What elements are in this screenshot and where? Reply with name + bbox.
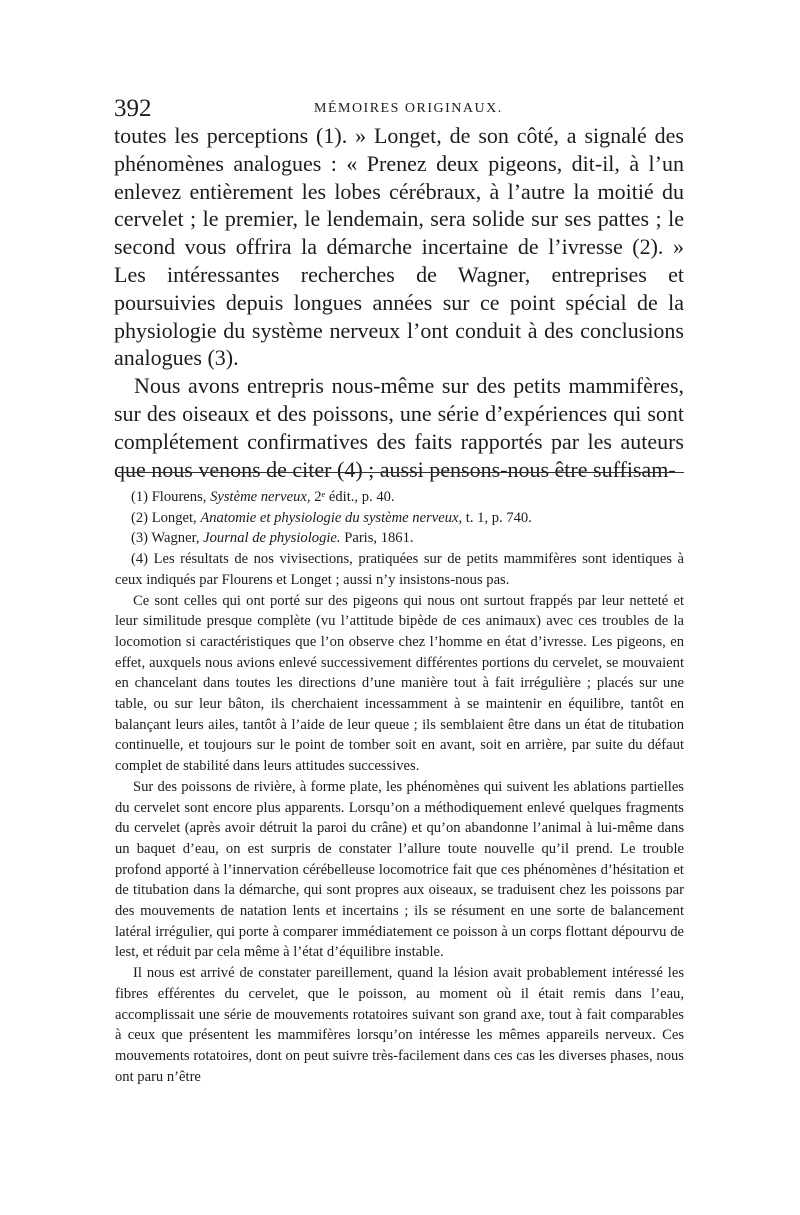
footnote-3-author: Wagner, (151, 530, 200, 547)
footnote-2-author: Longet, (151, 509, 197, 526)
footnote-4-paragraph-fish: Sur des poissons de rivière, à forme plate, les phénomènes qui suivent les ablations partielles du cervelet sont encore plus apparents. Lorsqu’on a méthodiquement enlevé quelques fragments du cervelet (après avoir détruit la paroi du crâne) et qu’on abandonne l’animal à lui-même dans un baquet d’eau, on est surpris de constater l’allure toute nouvelle qu’il prend. Le trouble profond apporté à l’innervation cérébelleuse locomotrice fait que ces phénomènes d’hésitation et de titubation dans la démarche, qui sont propres aux oiseaux, se traduisent chez les poissons par des mouvements de natation lents et incertains ; ils se résument en une sorte de balancement latéral irrégulier, qui porte à comparer immédiatement ce poisson à un corps flottant dépourvu de lest, et réduit par cela même à l’état d’équilibre instable. (115, 778, 684, 961)
footnote-4-paragraph-rotation: Il nous est arrivé de constater pareillement, quand la lésion avait probablement intéressé les fibres efférentes du cervelet, que le poisson, au moment où il était remis dans l’eau, accomplissait une série de mouvements rotatoires suivant son grand axe, tout à fait comparables à ceux que présentent les mammifères lorsqu’on intéresse les mêmes appareils nerveux. Ces mouvements rotatoires, dont on peut suivre très-facilement dans ces cas les diverses phases, nous ont paru n’être (115, 965, 684, 1085)
footnote-1-title: Système nerveux, (210, 489, 311, 505)
footnote-3-rest: Paris, 1861. (344, 530, 414, 547)
footnote-4-number: (4) (131, 551, 149, 568)
footnote-4-text: Les résultats de nos vivisections, pratiquées sur de petits mammifères sont identiques à ceux indiqués par Flourens et Longet ; aussi n’y insistons-nous pas. (115, 551, 684, 588)
footnote-1-rest: 2ᵉ édit., p. 40. (314, 489, 395, 505)
footnote-4 (115, 549, 684, 590)
footnote-2-title: Anatomie et physiologie du système nerveux, (200, 509, 463, 526)
footnote-2-rest: t. 1, p. 740. (465, 509, 532, 526)
main-text (114, 122, 684, 483)
footnote-3-number: (3) (131, 530, 149, 547)
running-title: MÉMOIRES ORIGINAUX. (314, 101, 503, 116)
footnote-separator (118, 472, 684, 473)
footnote-3 (115, 528, 684, 549)
footnote-1-author: Flourens, (151, 489, 207, 505)
body-paragraph-1: toutes les perceptions (1). » Longet, de son côté, a signalé des phénomènes analogues : « Prenez deux pigeons, dit-il, à l’un enlevez entièrement les lobes cérébraux, à l’autre la moitié du cervelet ; le premier, le lendemain, sera solide sur ses pattes ; le second vous offrira la démarche incertaine de l’ivresse (2). » Les intéressantes recherches de Wagner, entreprises et poursuivies depuis longues années sur ce point spécial de la physiologie du système nerveux l’ont conduit à des conclusions analogues (3). (114, 123, 684, 371)
footnote-3-title: Journal de physiologie. (203, 530, 341, 547)
page-number: 392 (114, 95, 152, 122)
footnote-1-number: (1) (131, 489, 149, 505)
footnote-2-number: (2) (131, 509, 149, 526)
footnotes (115, 487, 684, 1087)
footnote-4-paragraph-pigeons: Ce sont celles qui ont porté sur des pigeons qui nous ont surtout frappés par leur netteté et leur similitude presque complète (vu l’attitude bipède de ces animaux) avec ces troubles de la locomotion si caractéristiques que l’on observe chez l’homme en état d’ivresse. Les pigeons, en effet, auxquels nous avions enlevé successivement différentes portions du cervelet, se mouvaient en chancelant dans toutes les directions d’une manière tout à fait irrégulière ; placés sur une table, ou sur leur bâton, ils cherchaient incessamment à se maintenir en équilibre, tantôt en balançant leurs ailes, tantôt à l’aide de leur queue ; ils semblaient être dans un état de titubation continuelle, et toujours sur le point de tomber soit en avant, soit en arrière, par suite du défaut complet de stabilité dans leurs attitudes successives. (115, 592, 684, 775)
footnote-2 (115, 508, 684, 529)
body-paragraph-2: Nous avons entrepris nous-même sur des petits mammifères, sur des oiseaux et des poissons, une série d’expériences qui sont complétement confirmatives des faits rapportés par les auteurs que nous venons de citer (4) ; aussi pensons-nous être suffisam- (114, 373, 684, 482)
footnote-1 (115, 487, 684, 508)
page-header (114, 93, 688, 125)
